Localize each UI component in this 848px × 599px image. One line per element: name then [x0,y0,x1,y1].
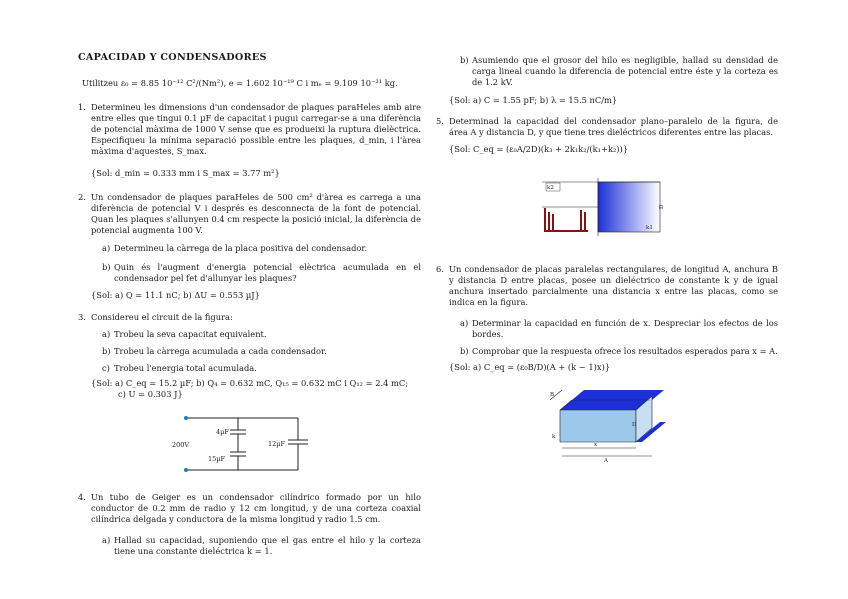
problem-3-c: c) Trobeu l'energia total acumulada. [102,363,257,373]
problem-5: 5. Determinad la capacidad del condensador plano–paralelo de la figura, de área A y distancia D, y que tiene tres dieléctricos diferentes entre las placas. [436,116,778,137]
x-label: x [594,442,598,448]
cap-15uf-label: 15µF [208,455,226,463]
problem-2-b: b) Quin és l'augment d'energia potencial elèctrica acumulada en el condensador pel fet d'allunyar les plaques? [102,262,421,283]
problem-3-a: a) Trobeu la seva capacitat equivalent. [102,329,267,339]
problem-2-solution: {Sol: a) Q = 11.1 nC; b) ΔU = 0.553 µJ} [91,290,260,300]
problem-6: 6. Un condensador de placas paralelas rectangulares, de longitud A, anchura B y distancia D entre placas, posee un dieléctrico de constante k y de igual anchura insertado parcialmente una distancia x entre las placas, como se indica en la figura. [436,264,778,307]
problem-6-a: a) Determinar la capacidad en función de x. Despreciar los efectos de los bordes. [460,318,778,339]
problem-1: 1. Determineu les dimensions d'un condensador de plaques paraHeles amb aire entre elles que tingui 0.1 µF de capacitat i pugui carregar-se a una diferència de potencial màxima de 1000 V sense que es produeixi la ruptura dielèctrica. Especifiqueu la mínima separació possible entre les plaques, d_min, i l'àrea màxima d'aquestes, S_max. [78,102,421,156]
circuit-diagram [168,410,338,474]
problem-3: 3. Considereu el circuit de la figura: [78,312,233,322]
problem-6-b: b) Comprobar que la respuesta ofrece los resultados esperados para x = A. [460,346,778,356]
problem-2: 2. Un condensador de plaques paraHeles de 500 cm² d'àrea es carrega a una diferència de potencial V i després es desconnecta de la font de potencial. Quan les plaques s'allunyen 0.4 cm respecte la posició inicial, la diferència de potencial augmenta 100 V. [78,192,421,235]
k1-label: k1 [646,225,653,231]
problem-4-solution: {Sol: a) C = 1.55 pF; b) λ = 15.5 nC/m} [449,95,618,105]
cap-4uf-label: 4µF [216,428,229,436]
problem-3-b: b) Trobeu la càrrega acumulada a cada condensador. [102,346,327,356]
problem-5-text: Determinad la capacidad del condensador plano–paralelo de la figura, de área A y distancia D, y que tiene tres dieléctricos diferentes entre las placas. [449,116,778,137]
k-label: k [552,434,556,440]
dielectric-figure [542,178,668,236]
problem-2-a: a) Determineu la càrrega de la placa positiva del condensador. [102,243,368,253]
voltage-label: 200V [172,441,190,449]
capacitor-box-figure [540,380,672,466]
problem-1-text: Determineu les dimensions d'un condensador de plaques paraHeles amb aire entre elles que tingui 0.1 µF de capacitat i pugui carregar-se a una diferència de potencial màxima de 1000 V sense que es produeixi la ruptura dielèctrica. Especifiqueu la mínima separació possible entre les plaques, d_min, i l'àrea màxima d'aquestes, S_max. [91,102,421,156]
problem-3-solution: {Sol: a) C_eq = 15.2 µF; b) Q₄ = 0.632 mC, Q₁₅ = 0.632 mC i Q₁₂ = 2.4 mC; [91,378,409,388]
b-label: B [550,392,555,398]
problem-5-solution: {Sol: C_eq = (ε₀A/2D)(k₃ + 2k₁k₂/(k₁+k₂))} [449,144,629,154]
problem-1-solution: {Sol: d_min = 0.333 mm i S_max = 3.77 m²} [91,168,280,178]
problem-4-a: a) Hallad su capacidad, suponiendo que el gas entre el hilo y la corteza tiene una constante dieléctrica k = 1. [102,535,421,556]
problem-3-solution-2: c) U = 0.303 J} [118,389,183,399]
problem-4-text: Un tubo de Geiger es un condensador cilíndrico formado por un hilo conductor de 0.2 mm de radio y 12 cm longitud, y de una corteza coaxial cilíndrica delgada y conductora de la misma longitud y radio 1.5 cm. [91,492,421,524]
problem-6-solution: {Sol: a) C_eq = (ε₀B/D)(A + (k − 1)x)} [449,362,611,372]
d-label: D [659,204,665,209]
d-label-6: D [632,422,637,428]
page-title: CAPACIDAD Y CONDENSADORES [78,52,267,63]
terminal-bottom-icon [184,468,188,472]
k2-label: k2 [547,185,554,191]
a-label: A [604,458,608,464]
problem-4: 4. Un tubo de Geiger es un condensador cilíndrico formado por un hilo conductor de 0.2 mm de radio y 12 cm longitud, y de una corteza coaxial cilíndrica delgada y conductora de la misma longitud y radio 1.5 cm. [78,492,421,524]
problem-2-text: Un condensador de plaques paraHeles de 500 cm² d'àrea es carrega a una diferència de potencial V i després es desconnecta de la font de potencial. Quan les plaques s'allunyen 0.4 cm respecte la posició inicial, la diferència de potencial augmenta 100 V. [91,192,421,235]
terminal-top-icon [184,416,188,420]
constants-line: Utilitzeu ε₀ = 8.85 10⁻¹² C²/(Nm²), e = 1.602 10⁻¹⁹ C i mₑ = 9.109 10⁻³¹ kg. [82,78,398,88]
cap-12uf-label: 12µF [268,440,286,448]
problem-6-text: Un condensador de placas paralelas rectangulares, de longitud A, anchura B y distancia D entre placas, posee un dieléctrico de constante k y de igual anchura insertado parcialmente una distancia x entre las placas, como se indica en la figura. [449,264,778,307]
problem-4-b: b) Asumiendo que el grosor del hilo es negligible, hallad su densidad de carga lineal cuando la diferencia de potencial entre éste y la corteza es de 1.2 kV. [460,55,778,87]
